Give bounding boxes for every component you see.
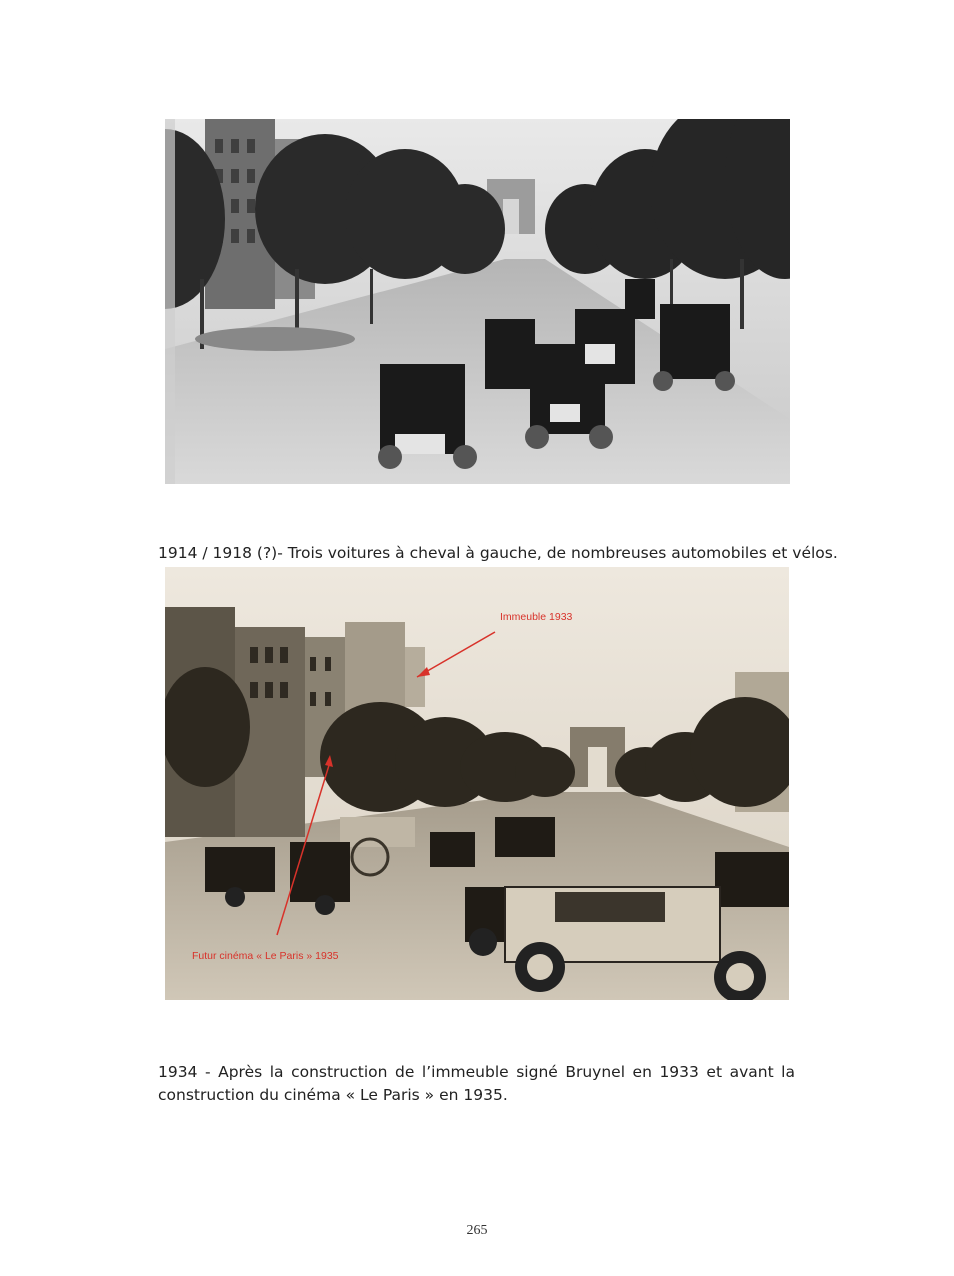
photo-1914-1918 <box>165 119 790 484</box>
page-number: 265 <box>466 1223 488 1238</box>
annotation-immeuble-1933: Immeuble 1933 <box>500 611 573 623</box>
annotation-futur-cinema: Futur cinéma « Le Paris » 1935 <box>192 950 339 962</box>
photo-1934-image <box>165 567 789 1000</box>
photo-1934 <box>165 567 789 1000</box>
caption-1934: 1934 - Après la construction de l’immeuble signé Bruynel en 1933 et avant la construction du cinéma « Le Paris » en 1935. <box>158 1062 795 1104</box>
caption-1914-1918: 1914 / 1918 (?)- Trois voitures à cheval à gauche, de nombreuses automobiles et vélos. <box>158 543 838 562</box>
photo-1914-1918-image <box>165 119 790 484</box>
